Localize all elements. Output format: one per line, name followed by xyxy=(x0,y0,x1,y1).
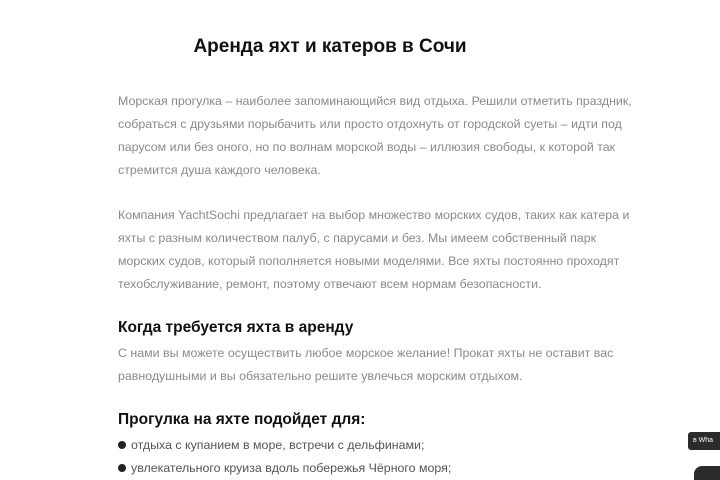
list-item-text: увлекательного круиза вдоль побережья Чёрного моря; xyxy=(131,461,452,475)
section-heading-suitable-for: Прогулка на яхте подойдет для: xyxy=(118,411,366,428)
section-heading-rental: Когда требуется яхта в аренду xyxy=(118,319,354,336)
list-item-text: отдыха с купанием в море, встречи с дельфинами; xyxy=(131,438,425,452)
list-item xyxy=(118,434,451,457)
suitable-for-list xyxy=(118,434,451,480)
chat-widget-button[interactable] xyxy=(694,466,720,480)
intro-paragraph: Морская прогулка – наиболее запоминающийся вид отдыха. Решили отметить праздник, собраться с друзьями порыбачить или просто отдохнуть от городской суеты – идти под парусом или без оного, но по волнам морской воды – иллюзия свободы, к которой так стремится душа каждого человека. xyxy=(118,94,632,177)
list-item xyxy=(118,457,451,480)
whatsapp-button[interactable]: в Wha xyxy=(688,432,720,450)
company-paragraph: Компания YachtSochi предлагает на выбор множество морских судов, таких как катера и яхты с разным количеством палуб, с парусами и без. Мы имеем собственный парк морских судов, который пополняется новыми моделями. Все яхты постоянно проходят техобслуживание, ремонт, поэтому отвечают всем нормам безопасности. xyxy=(118,208,630,291)
bullet-icon xyxy=(118,464,126,472)
bullet-icon xyxy=(118,441,126,449)
rental-paragraph: С нами вы можете осуществить любое морское желание! Прокат яхты не оставит вас равнодушными и вы обязательно решите увлечься морским отдыхом. xyxy=(118,346,614,383)
page-title: Аренда яхт и катеров в Сочи xyxy=(193,36,467,57)
